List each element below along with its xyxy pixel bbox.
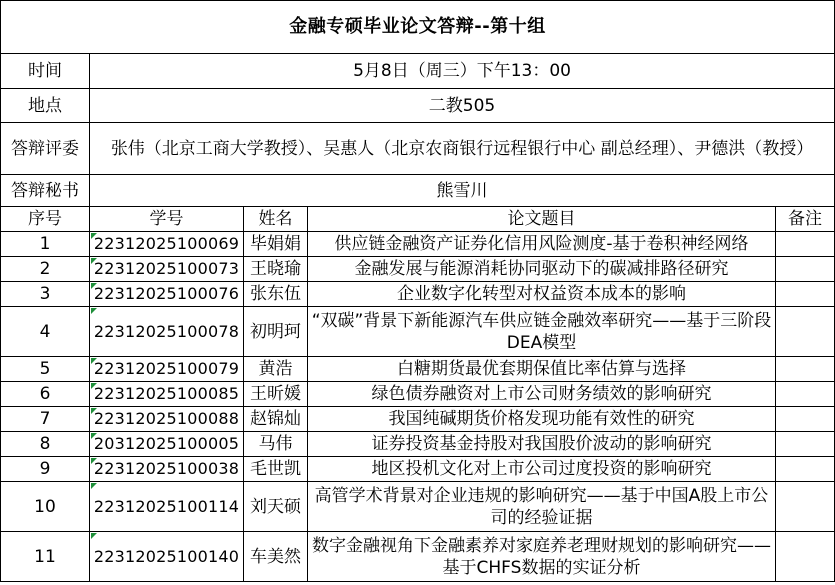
thesis-title: 我国纯碱期货价格发现功能有效性的研究: [308, 407, 776, 432]
thesis-title: 供应链金融资产证券化信用风险测度-基于卷积神经网络: [308, 232, 776, 257]
student-name: 刘天硕: [244, 482, 308, 532]
student-id: 22312025100078: [90, 307, 244, 357]
note: [776, 232, 835, 257]
note: [776, 382, 835, 407]
time-row: [1, 54, 835, 89]
thesis-title: 绿色债券融资对上市公司财务绩效的影响研究: [308, 382, 776, 407]
table-row: [1, 357, 835, 382]
time-value: 5月8日（周三）下午13：00: [90, 54, 835, 89]
col-header-thesis-title: 论文题目: [308, 207, 776, 232]
student-name: 王昕媛: [244, 382, 308, 407]
student-name: 张东伍: [244, 282, 308, 307]
row-number: 4: [1, 307, 90, 357]
committee-value: 张伟（北京工商大学教授）、吴惠人（北京农商银行远程银行中心 副总经理）、尹德洪（教授）: [90, 123, 835, 175]
student-id: 20312025100005: [90, 432, 244, 457]
thesis-title: 企业数字化转型对权益资本成本的影响: [308, 282, 776, 307]
thesis-title: 地区投机文化对上市公司过度投资的影响研究: [308, 457, 776, 482]
student-name: 毕娟娟: [244, 232, 308, 257]
col-header-no: 序号: [1, 207, 90, 232]
row-number: 11: [1, 532, 90, 582]
student-id: 22312025100140: [90, 532, 244, 582]
student-id: 22312025100069: [90, 232, 244, 257]
table-row: [1, 532, 835, 582]
secretary-label: 答辩秘书: [1, 175, 90, 207]
student-name: 赵锦灿: [244, 407, 308, 432]
student-name: 车美然: [244, 532, 308, 582]
student-name: 初明珂: [244, 307, 308, 357]
place-label: 地点: [1, 89, 90, 123]
row-number: 2: [1, 257, 90, 282]
thesis-title: 高管学术背景对企业违规的影响研究——基于中国A股上市公司的经验证据: [308, 482, 776, 532]
student-id: 22312025100079: [90, 357, 244, 382]
table-row: [1, 407, 835, 432]
table-row: [1, 432, 835, 457]
note: [776, 282, 835, 307]
col-header-name: 姓名: [244, 207, 308, 232]
col-header-student-id: 学号: [90, 207, 244, 232]
col-header-note: 备注: [776, 207, 835, 232]
header-row: [1, 207, 835, 232]
place-row: [1, 89, 835, 123]
row-number: 3: [1, 282, 90, 307]
row-number: 9: [1, 457, 90, 482]
secretary-value: 熊雪川: [90, 175, 835, 207]
table-title: 金融专硕毕业论文答辩--第十组: [1, 1, 835, 54]
time-label: 时间: [1, 54, 90, 89]
row-number: 8: [1, 432, 90, 457]
note: [776, 532, 835, 582]
thesis-title: 金融发展与能源消耗协同驱动下的碳减排路径研究: [308, 257, 776, 282]
row-number: 6: [1, 382, 90, 407]
table-row: [1, 257, 835, 282]
student-name: 马伟: [244, 432, 308, 457]
note: [776, 432, 835, 457]
secretary-row: [1, 175, 835, 207]
row-number: 7: [1, 407, 90, 432]
table-row: [1, 282, 835, 307]
note: [776, 482, 835, 532]
table-row: [1, 232, 835, 257]
student-id: 22312025100038: [90, 457, 244, 482]
student-id: 22312025100114: [90, 482, 244, 532]
committee-label: 答辩评委: [1, 123, 90, 175]
note: [776, 307, 835, 357]
table-row: [1, 307, 835, 357]
place-value: 二教505: [90, 89, 835, 123]
table-row: [1, 482, 835, 532]
thesis-title: 证券投资基金持股对我国股价波动的影响研究: [308, 432, 776, 457]
thesis-title: 白糖期货最优套期保值比率估算与选择: [308, 357, 776, 382]
student-name: 王晓瑜: [244, 257, 308, 282]
note: [776, 407, 835, 432]
committee-row: [1, 123, 835, 175]
row-number: 5: [1, 357, 90, 382]
thesis-title: “双碳”背景下新能源汽车供应链金融效率研究——基于三阶段DEA模型: [308, 307, 776, 357]
student-name: 毛世凯: [244, 457, 308, 482]
table-row: [1, 382, 835, 407]
row-number: 1: [1, 232, 90, 257]
note: [776, 457, 835, 482]
title-row: [1, 1, 835, 54]
note: [776, 357, 835, 382]
row-number: 10: [1, 482, 90, 532]
thesis-title: 数字金融视角下金融素养对家庭养老理财规划的影响研究——基于CHFS数据的实证分析: [308, 532, 776, 582]
student-name: 黄浩: [244, 357, 308, 382]
student-id: 22312025100088: [90, 407, 244, 432]
table-row: [1, 457, 835, 482]
student-id: 22312025100085: [90, 382, 244, 407]
student-id: 22312025100076: [90, 282, 244, 307]
note: [776, 257, 835, 282]
student-id: 22312025100073: [90, 257, 244, 282]
